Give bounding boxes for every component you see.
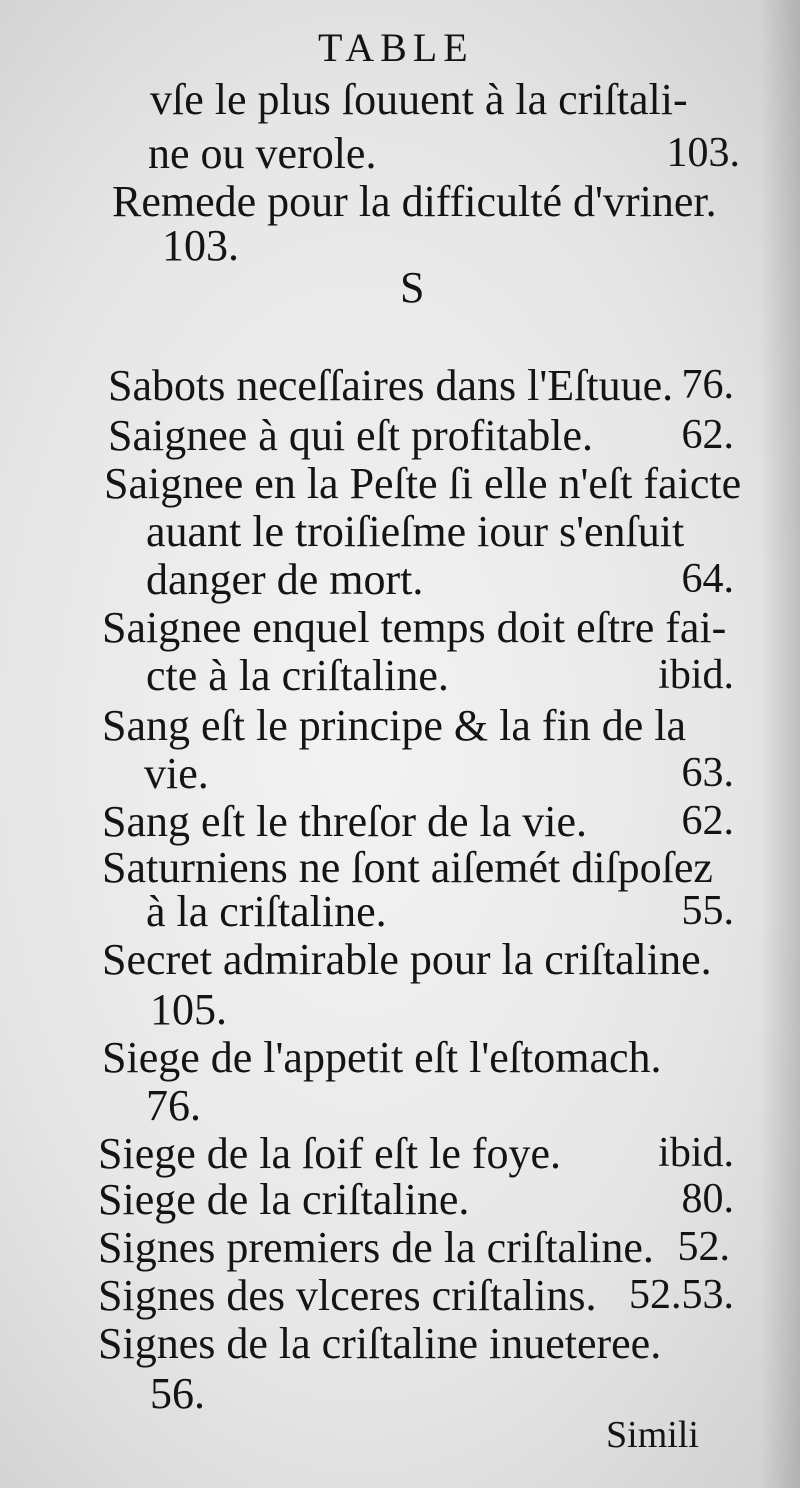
entry-line: vſe le plus ſouuent à la criſtali- <box>150 75 688 124</box>
page-ref: ibid. <box>658 1130 734 1176</box>
entry-line: Saturniens ne ſont aiſemét diſpoſez <box>102 843 713 892</box>
page-ref: 62. <box>681 798 734 844</box>
entry-line: 56. <box>150 1369 205 1418</box>
page-ref: 64. <box>681 556 734 602</box>
entry-line: 103. <box>162 221 239 270</box>
entry-line: auant le troiſieſme iour s'enſuit <box>146 507 685 556</box>
entry-line: Saignee enquel temps doit eſtre fai- <box>102 603 727 652</box>
page-ref: 55. <box>681 888 734 934</box>
entry-line: à la criſtaline. <box>146 887 387 936</box>
page-ref: 63. <box>681 750 734 796</box>
catchword: Simili <box>606 1414 699 1456</box>
entry-line: Sang eſt le principe & la fin de la <box>102 701 687 750</box>
entry-line: Sabots neceſſaires dans l'Eſtuue. <box>108 361 674 410</box>
page-ref: 52. <box>677 1224 730 1270</box>
page-ref: 62. <box>681 412 734 458</box>
entry-line: vie. <box>144 749 209 798</box>
page-ref: 80. <box>681 1176 734 1222</box>
entry-line: ne ou verole. <box>148 129 377 178</box>
entry-line: danger de mort. <box>146 555 424 604</box>
entry-line: Siege de l'appetit eſt l'eſtomach. <box>102 1033 662 1082</box>
entry-line: Saignee en la Peſte ſi elle n'eſt faicte <box>104 459 742 508</box>
entry-line: Siege de la criſtaline. <box>98 1175 470 1224</box>
entry-line: Secret admirable pour la criſtaline. <box>102 935 712 984</box>
page-edge-shadow <box>760 0 800 1488</box>
page-ref: ibid. <box>658 652 734 698</box>
entry-line: Signes de la criſtaline inueteree. <box>98 1319 662 1368</box>
entry-line: Signes premiers de la criſtaline. <box>98 1223 654 1272</box>
entry-line: Remede pour la difficulté d'vriner. <box>112 177 717 226</box>
entry-line: Signes des vlceres criſtalins. <box>98 1271 597 1320</box>
page-ref: 52.53. <box>629 1272 734 1318</box>
section-letter: S <box>400 263 425 312</box>
entry-line: 76. <box>146 1081 201 1130</box>
entry-line: 105. <box>150 985 227 1034</box>
entry-line: Sang eſt le threſor de la vie. <box>102 797 588 846</box>
entry-line: Siege de la ſoif eſt le foye. <box>98 1129 562 1178</box>
entry-line: Saignee à qui eſt profitable. <box>108 411 594 460</box>
entry-line: cte à la criſtaline. <box>146 651 449 700</box>
page-ref: 103. <box>666 130 740 176</box>
running-head: TABLE <box>318 25 474 70</box>
page-ref: 76. <box>681 362 734 408</box>
